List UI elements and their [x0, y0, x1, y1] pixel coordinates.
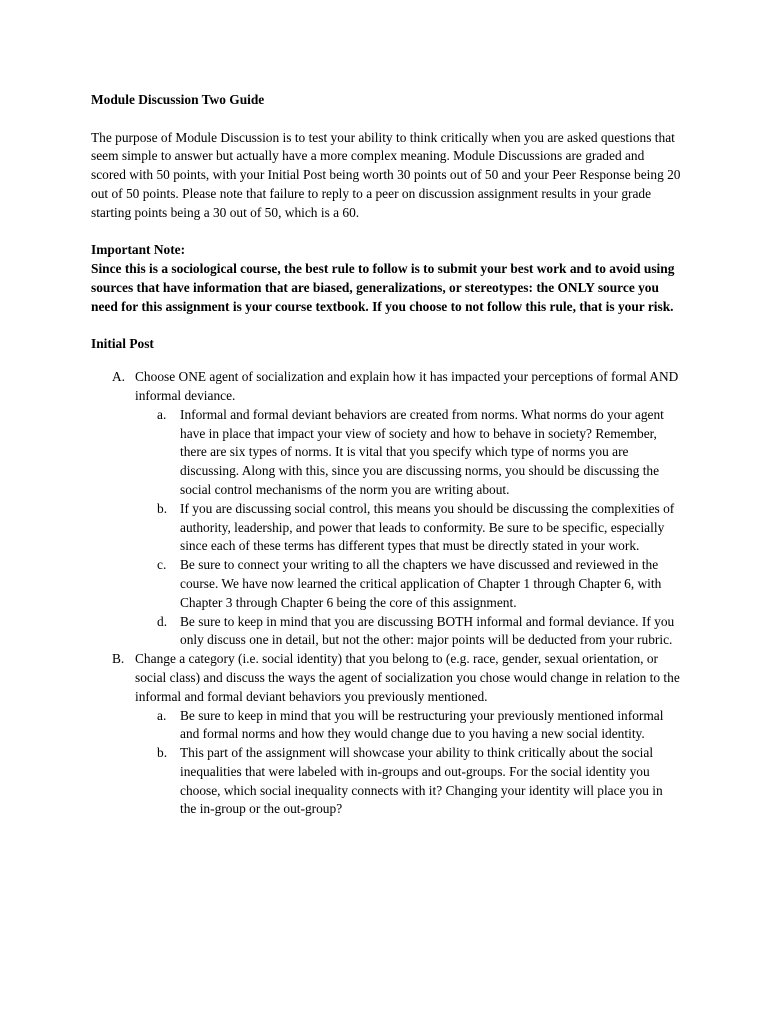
sub-requirements-list	[135, 406, 681, 650]
document-page	[91, 91, 681, 819]
requirement-text: Choose ONE agent of socialization and explain how it has impacted your perceptions of formal AND informal deviance.	[135, 369, 679, 403]
list-marker: b.	[157, 500, 168, 516]
sub-requirement-item	[135, 707, 681, 745]
requirements-list	[91, 368, 681, 819]
sub-requirement-text: Be sure to keep in mind that you are discussing BOTH informal and formal deviance. If you only discuss one in detail, but not the other: major points will be deducted from your rubric.	[180, 613, 675, 648]
sub-requirement-item	[135, 744, 681, 819]
sub-requirements-list	[135, 707, 681, 820]
sub-requirement-text: Be sure to keep in mind that you will be restructuring your previously mentioned informal and formal norms and how they would change due to you having a new social identity.	[180, 707, 664, 742]
sub-requirement-text: Be sure to connect your writing to all the chapters we have discussed and reviewed in the course. We have now learned the critical application of Chapter 1 through Chapter 6, with Chapter 3 through Chapter 6 being the core of this assignment.	[180, 557, 662, 610]
sub-requirement-text: Informal and formal deviant behaviors are created from norms. What norms do your agent have in place that impact your view of society and how to behave in society? Remember, there are six types of norms. It is vital that you specify which type of norms you are discussing. Along with this, since you are discussing norms, you should be discussing the social control mechanisms of the norm you are writing about.	[180, 406, 664, 497]
sub-requirement-text: This part of the assignment will showcase your ability to think critically about the social inequalities that were labeled with in-groups and out-groups. For the social identity you choose, which social inequality connects with it? Changing your identity will place you in the in-group or the out-group?	[180, 745, 663, 817]
initial-post-heading: Initial Post	[91, 336, 154, 352]
requirement-item-a	[91, 368, 681, 650]
sub-requirement-item	[135, 500, 681, 556]
list-marker: a.	[157, 406, 167, 422]
list-marker: a.	[157, 707, 167, 723]
important-note-heading: Important Note:	[91, 242, 186, 258]
list-marker: b.	[157, 745, 168, 761]
requirement-text: Change a category (i.e. social identity) that you belong to (e.g. race, gender, sexual orientation, or social class) and discuss the ways the agent of socialization you chose would change in relation to the informal and formal deviant behaviors you previously mentioned.	[135, 651, 680, 704]
list-marker: c.	[157, 557, 167, 573]
document-title: Module Discussion Two Guide	[91, 92, 265, 107]
sub-requirement-item	[135, 613, 681, 651]
list-marker: B.	[112, 651, 125, 667]
important-note-body: Since this is a sociological course, the best rule to follow is to submit your best work and to avoid using sources that have information that are biased, generalizations, or stereotypes: the ONLY source you need for this assignment is your course textbook. If you choose to not follow this rule, that is your risk.	[91, 261, 675, 314]
sub-requirement-item	[135, 556, 681, 612]
list-marker: A.	[112, 369, 126, 385]
sub-requirement-item	[135, 406, 681, 500]
intro-paragraph: The purpose of Module Discussion is to test your ability to think critically when you are asked questions that seem simple to answer but actually have a more complex meaning. Module Discussions are graded and scored with 50 points, with your Initial Post being worth 30 points out of 50 and your Peer Response being 20 out of 50 points. Please note that failure to reply to a peer on discussion assignment results in your grade starting points being a 30 out of 50, which is a 60.	[91, 129, 681, 220]
requirement-item-b	[91, 650, 681, 819]
list-marker: d.	[157, 613, 168, 629]
sub-requirement-text: If you are discussing social control, this means you should be discussing the complexities of authority, leadership, and power that leads to conformity. Be sure to be specific, especially since each of these terms has different types that must be directly stated in your work.	[180, 500, 675, 554]
